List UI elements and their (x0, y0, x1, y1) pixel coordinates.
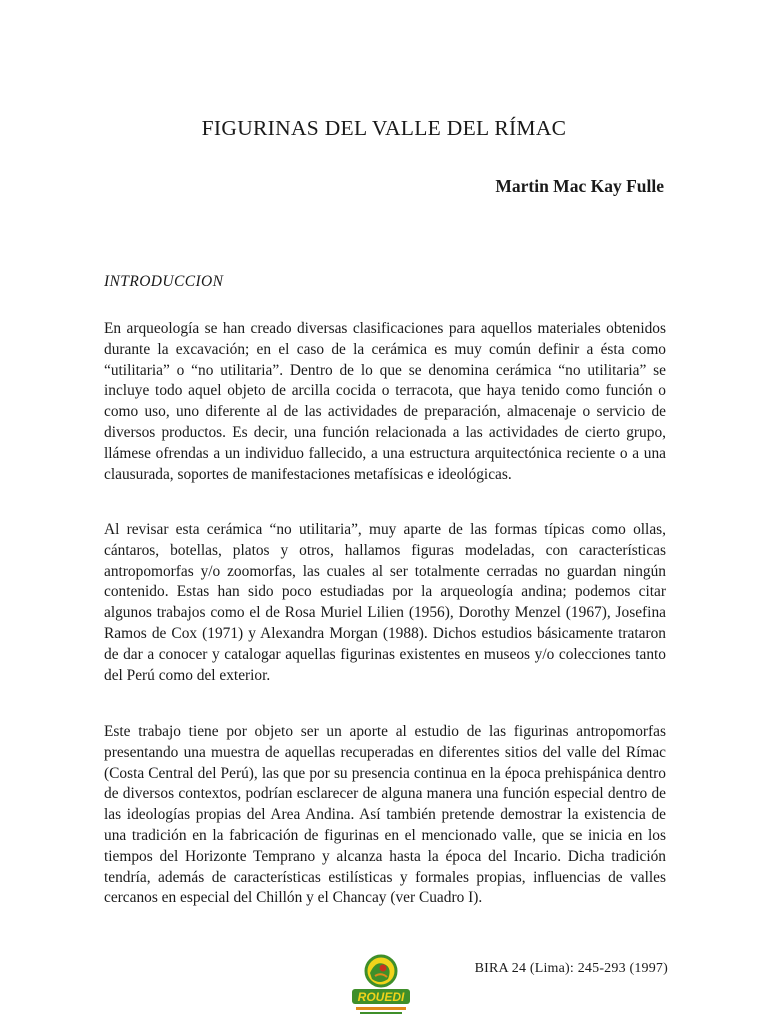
body-paragraph-2: Al revisar esta cerámica “no utilitaria”, muy aparte de las formas típicas como ollas, cántaros, botellas, platos y otros, hallamos figuras modeladas, con características antropomorfas y/o zoomorfas, las cuales al ser totalmente cerradas no guardan ningún contenido. Estas han sido poco estudiadas por la arqueología andina; podemos citar algunos trabajos como el de Rosa Muriel Lilien (1956), Dorothy Menzel (1967), Josefina Ramos de Cox (1971) y Alexandra Morgan (1988). Dichos estudios básicamente trataron de dar a conocer y catalogar aquellas figurinas existentes en museos y/o colecciones tanto del Perú como del exterior. (104, 521, 666, 684)
journal-citation: BIRA 24 (Lima): 245-293 (1997) (474, 961, 668, 976)
logo-graphic (342, 951, 420, 1021)
section-heading: INTRODUCCION (104, 273, 224, 290)
body-paragraph-3: Este trabajo tiene por objeto ser un aporte al estudio de las figurinas antropomorfas presentando una muestra de aquellas recuperadas en diferentes sitios del valle del Rímac (Costa Central del Perú), las que por su presencia continua en la época prehispánica dentro de diversos contextos, podrían esclarecer de alguna manera una función especial dentro de las ideologías propias del Area Andina. Así también pretende demostrar la existencia de una tradición en la fabricación de figurinas en el mencionado valle, que se inicia en los tiempos del Horizonte Temprano y alcanza hasta la época del Incario. Dicha tradición tendría, además de características estilísticas y formales propias, influencias de valles cercanos en especial del Chillón y el Chancay (ver Cuadro I). (104, 723, 666, 907)
rouedi-logo-icon (342, 951, 420, 1021)
body-paragraph-1: En arqueología se han creado diversas clasificaciones para aquellos materiales obtenidos durante la excavación; en el caso de la cerámica es muy común definir a ésta como “utilitaria” o “no utilitaria”. Dentro de lo que se denomina cerámica “no utilitaria” se incluye todo aquel objeto de arcilla cocida o terracota, que haya tenido como función o como uso, uno diferente al de las actividades de preparación, almacenaje o servicio de diversos productos. Es decir, una función relacionada a las actividades de cierto grupo, llámese ofrendas a un individuo fallecido, a una estructura arquitectónica reciente o a una clausurada, soportes de manifestaciones metafísicas e ideológicas. (104, 320, 666, 483)
author-name: Martin Mac Kay Fulle (495, 176, 664, 196)
paper-title: FIGURINAS DEL VALLE DEL RÍMAC (201, 116, 567, 140)
logo-text: ROUEDI (357, 990, 405, 1004)
